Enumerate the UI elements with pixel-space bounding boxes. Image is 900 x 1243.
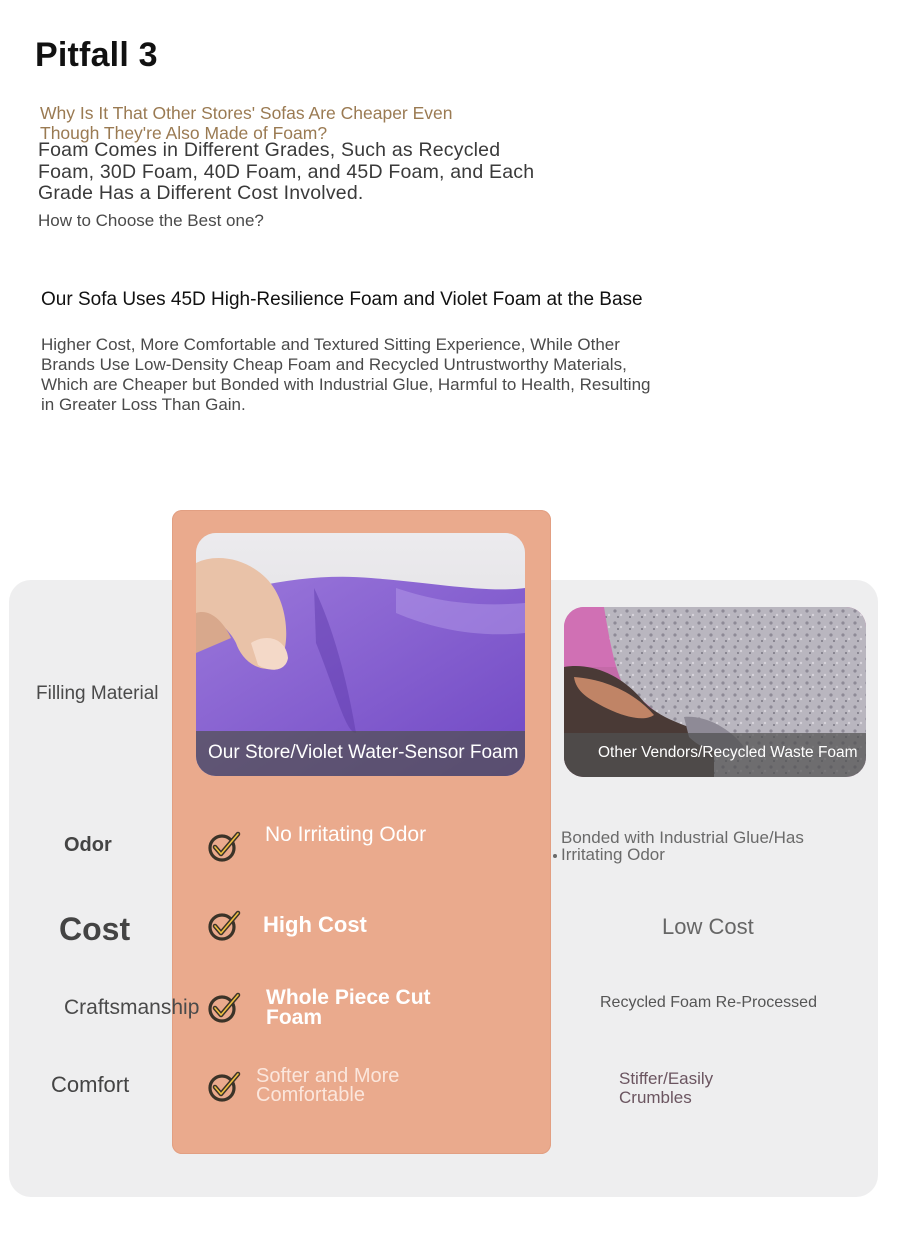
- row-label-cost: Cost: [59, 911, 131, 947]
- choose-prompt: How to Choose the Best one?: [38, 211, 264, 230]
- check-badge-icon: [205, 1068, 243, 1106]
- others-comfort-value: Stiffer/Easily Crumbles: [619, 1069, 714, 1107]
- our-sofa-statement: Our Sofa Uses 45D High-Resilience Foam and Violet Foam at the Base: [41, 289, 643, 310]
- our-store-caption: Our Store/Violet Water-Sensor Foam: [208, 742, 519, 763]
- others-craftsmanship-value: Recycled Foam Re-Processed: [600, 994, 817, 1011]
- page-title: Pitfall 3: [35, 36, 158, 74]
- check-badge-icon: [205, 989, 243, 1027]
- ours-comfort-value: Softer and More Comfortable: [256, 1065, 400, 1106]
- row-label-craftsmanship: Craftsmanship: [64, 996, 200, 1019]
- row-label-odor: Odor: [64, 834, 112, 856]
- foam-grades-text: Foam Comes in Different Grades, Such as Recycled Foam, 30D Foam, 40D Foam, and 45D Foam, and Each Grade Has a Different Cost Involved.: [38, 139, 535, 204]
- row-label-filling: Filling Material: [36, 683, 159, 704]
- other-vendors-caption: Other Vendors/Recycled Waste Foam: [598, 744, 858, 761]
- check-badge-icon: [205, 828, 243, 866]
- ours-cost-value: High Cost: [263, 912, 367, 937]
- row-label-comfort: Comfort: [51, 1072, 130, 1097]
- ours-odor-value: No Irritating Odor: [265, 823, 427, 846]
- ours-craftsmanship-value: Whole Piece Cut Foam: [266, 986, 431, 1029]
- comparison-explanation: Higher Cost, More Comfortable and Textured Sitting Experience, While Other Brands Use Low-Density Cheap Foam and Recycled Untrustworthy Materials, Which are Cheaper but Bonded with Industrial Glue, Harmful to Health, Resulting in Greater Loss Than Gain.: [41, 335, 651, 414]
- bullet-dot: [553, 854, 557, 858]
- check-badge-icon: [205, 907, 243, 945]
- violet-foam-photo: [196, 533, 525, 776]
- others-odor-value: Bonded with Industrial Glue/Has Irritating Odor: [561, 828, 804, 864]
- question-subtitle: Why Is It That Other Stores' Sofas Are Cheaper Even Though They're Also Made of Foam?: [40, 103, 453, 143]
- others-cost-value: Low Cost: [662, 914, 754, 939]
